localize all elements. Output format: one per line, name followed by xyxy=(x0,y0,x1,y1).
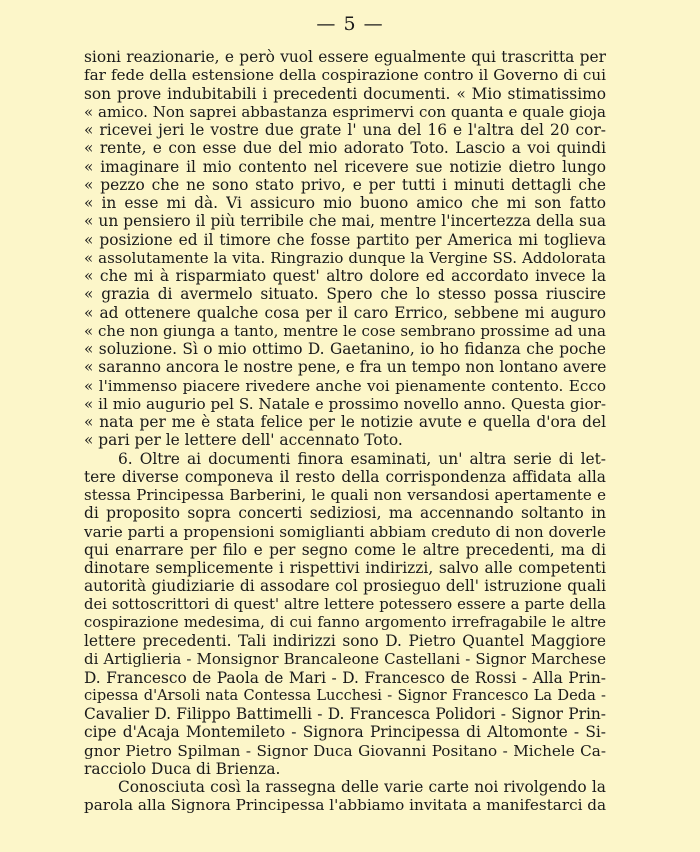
text-line: « ad ottenere qualche cosa per il caro Errico, sebbene mi auguro xyxy=(84,303,606,322)
text-line: di Artiglieria - Monsignor Brancaleone Castellani - Signor Marchese xyxy=(84,650,606,669)
text-line: lettere precedenti. Tali indirizzi sono D. Pietro Quantel Maggiore xyxy=(84,632,606,650)
text-line: dei sottoscrittori di quest' altre lettere potessero essere a parte della xyxy=(84,595,606,613)
text-line: « nata per me è stata felice per le notizie avute e quella d'ora del xyxy=(84,413,606,431)
text-line: « amico. Non saprei abbastanza esprimervi con quanta e quale gioja xyxy=(84,102,606,121)
text-line: cospirazione medesima, di cui fanno argomento irrefragabile le altre xyxy=(84,613,606,631)
text-line: cipe d'Acaja Montemileto - Signora Principessa di Altomonte - Si- xyxy=(84,723,606,742)
text-line: tere diverse componeva il resto della corrispondenza affidata alla xyxy=(84,467,606,486)
text-line: « assolutamente la vita. Ringrazio dunque la Vergine SS. Addolorata xyxy=(84,248,606,267)
document-text xyxy=(84,48,606,815)
text-line: « che non giunga a tanto, mentre le cose sembrano prossime ad una xyxy=(84,321,606,340)
text-line: Conosciuta così la rassegna delle varie carte noi rivolgendo la xyxy=(118,778,606,796)
text-line: son prove indubitabili i precedenti documenti. « Mio stimatissimo xyxy=(84,84,606,103)
text-line: sioni reazionarie, e però vuol essere egualmente qui trascritta per xyxy=(84,48,606,66)
page-number: — 5 — xyxy=(316,13,384,35)
text-line: « un pensiero il più terribile che mai, mentre l'incertezza della sua xyxy=(84,212,606,231)
text-line: « in esse mi dà. Vi assicuro mio buono amico che mi son fatto xyxy=(84,194,606,212)
text-line: « rente, e con esse due del mio adorato Toto. Lascio a voi quindi xyxy=(84,139,606,158)
text-line: « pari per le lettere dell' accennato Toto. xyxy=(84,431,403,450)
text-line: « pezzo che ne sono stato privo, e per tutti i minuti dettagli che xyxy=(84,175,606,194)
text-line: « posizione ed il timore che fosse partito per America mi toglieva xyxy=(84,230,606,249)
text-line: parola alla Signora Principessa l'abbiamo invitata a manifestarci da xyxy=(84,796,607,815)
text-line: gnor Pietro Spilman - Signor Duca Giovanni Positano - Michele Ca- xyxy=(84,741,606,760)
text-line: dinotare semplicemente i rispettivi indirizzi, salvo alle competenti xyxy=(84,559,606,577)
text-line: « che mi à risparmiato quest' altro dolore ed accordato invece la xyxy=(84,267,606,285)
text-line: stessa Principessa Barberini, le quali non versandosi apertamente e xyxy=(84,486,606,504)
text-line: far fede della estensione della cospirazione contro il Governo di cui xyxy=(84,66,606,85)
text-line: D. Francesco de Paola de Mari - D. Francesco de Rossi - Alla Prin- xyxy=(84,668,606,687)
text-line: autorità giudiziarie di assodare col prosieguo dell' istruzione quali xyxy=(84,577,606,596)
text-line: « imaginare il mio contento nel ricevere sue notizie dietro lungo xyxy=(84,157,606,176)
text-line: « saranno ancora le nostre pene, e fra un tempo non lontano avere xyxy=(84,358,607,377)
text-line: « l'immenso piacere rivedere anche voi pienamente contento. Ecco xyxy=(84,376,606,395)
text-line: « il mio augurio pel S. Natale e prossimo novello anno. Questa gior- xyxy=(84,394,606,413)
text-line: « grazia di avermelo situato. Spero che lo stesso possa riuscire xyxy=(84,285,606,304)
text-line: « ricevei jeri le vostre due grate l' una del 16 e l'altra del 20 cor- xyxy=(84,121,606,139)
text-line: cipessa d'Arsoli nata Contessa Lucchesi - Signor Francesco La Deda - xyxy=(84,686,606,704)
text-line: di proposito sopra concerti sediziosi, ma accennando soltanto in xyxy=(84,504,606,523)
text-line: racciolo Duca di Brienza. xyxy=(84,759,281,778)
text-line: qui enarrare per filo e per segno come le altre precedenti, ma di xyxy=(84,540,606,559)
text-line: « soluzione. Sì o mio ottimo D. Gaetanino, io ho fidanza che poche xyxy=(84,340,606,358)
text-line: 6. Oltre ai documenti finora esaminati, un' altra serie di let- xyxy=(118,449,606,468)
text-line: Cavalier D. Filippo Battimelli - D. Francesca Polidori - Signor Prin- xyxy=(84,705,606,723)
text-line: varie parti a propensioni somiglianti abbiam creduto di non doverle xyxy=(84,522,606,541)
